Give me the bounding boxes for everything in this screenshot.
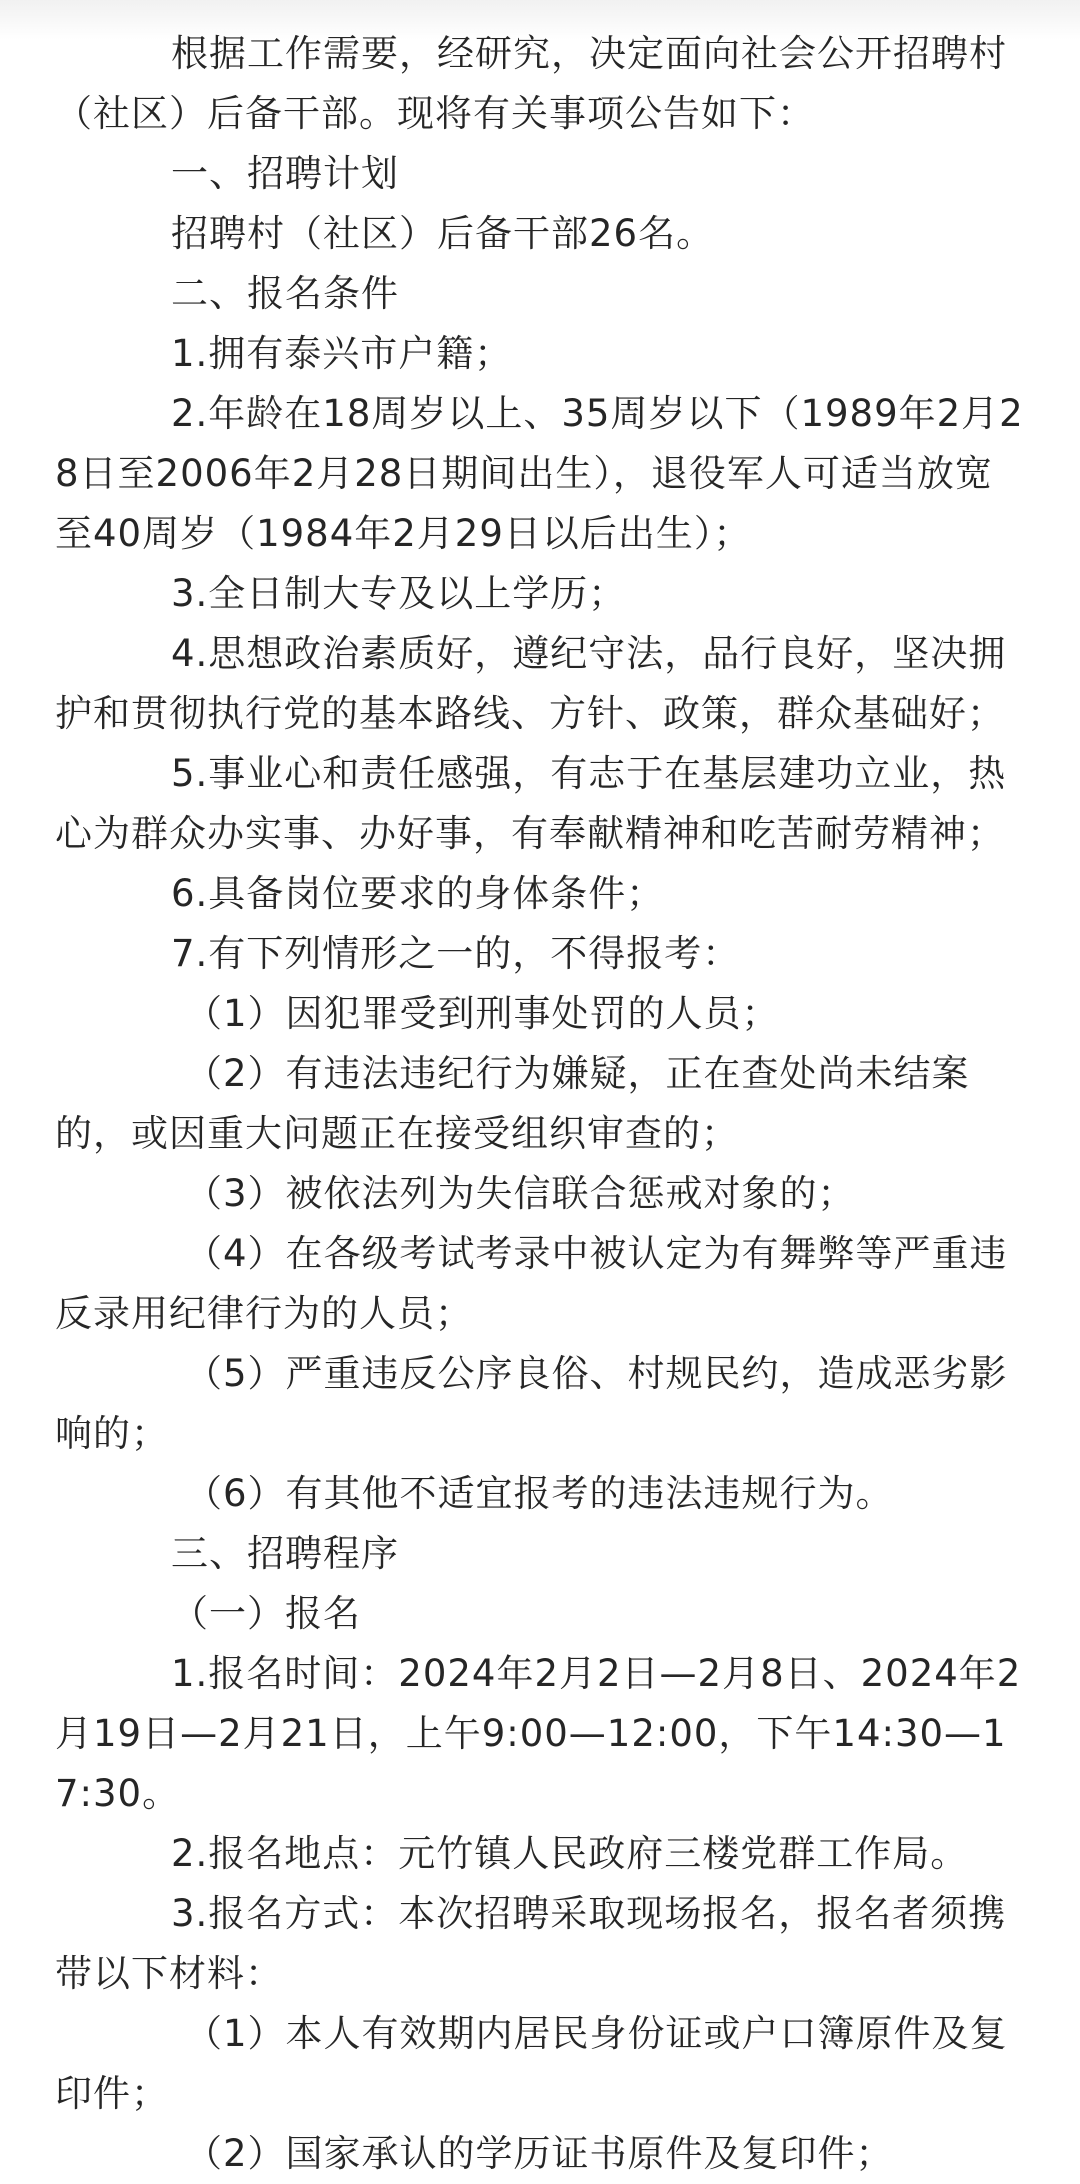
article-paragraph: 一、招聘计划 [171, 152, 399, 195]
article-paragraph: 1.报名时间：2024年2月2日—2月8日、2024年2月19日—2月21日，上午9:00—12:00，下午14:30—17:30。 [55, 1652, 1022, 1815]
article-body [55, 24, 1030, 2184]
article-paragraph: 三、招聘程序 [171, 1532, 399, 1575]
article-paragraph: 1.拥有泰兴市户籍； [171, 332, 513, 375]
article-paragraph: （一）报名 [171, 1592, 361, 1635]
article-paragraph: 7.有下列情形之一的，不得报考： [171, 932, 741, 975]
article-paragraph: 根据工作需要，经研究，决定面向社会公开招聘村（社区）后备干部。现将有关事项公告如下： [55, 32, 1007, 135]
article-paragraph: （6）有其他不适宜报考的违法违规行为。 [185, 1472, 894, 1515]
article-paragraph: 2.报名地点：元竹镇人民政府三楼党群工作局。 [171, 1832, 969, 1875]
article-paragraph: 3.全日制大专及以上学历； [171, 572, 627, 615]
article-paragraph: 6.具备岗位要求的身体条件； [171, 872, 665, 915]
article-paragraph: （1）本人有效期内居民身份证或户口簿原件及复印件； [55, 2012, 1008, 2115]
article-paragraph: （4）在各级考试考录中被认定为有舞弊等严重违反录用纪律行为的人员； [55, 1232, 1008, 1335]
article-paragraph: 二、报名条件 [171, 272, 399, 315]
article-paragraph: 招聘村（社区）后备干部26名。 [171, 212, 715, 255]
article-paragraph: （2）国家承认的学历证书原件及复印件； [185, 2132, 894, 2175]
article-paragraph: 4.思想政治素质好，遵纪守法，品行良好，坚决拥护和贯彻执行党的基本路线、方针、政策，群众基础好； [55, 632, 1007, 735]
article-paragraph: 5.事业心和责任感强，有志于在基层建功立业，热心为群众办实事、办好事，有奉献精神和吃苦耐劳精神； [55, 752, 1007, 855]
article-paragraph: （2）有违法违纪行为嫌疑，正在查处尚未结案的，或因重大问题正在接受组织审查的； [55, 1052, 970, 1155]
article-paragraph: （5）严重违反公序良俗、村规民约，造成恶劣影响的； [55, 1352, 1008, 1455]
article-paragraph: 2.年龄在18周岁以上、35周岁以下（1989年2月28日至2006年2月28日期间出生），退役军人可适当放宽至40周岁（1984年2月29日以后出生）； [55, 392, 1024, 555]
article-paragraph: 3.报名方式：本次招聘采取现场报名，报名者须携带以下材料： [55, 1892, 1007, 1995]
article-paragraph: （3）被依法列为失信联合惩戒对象的； [185, 1172, 856, 1215]
article-paragraph: （1）因犯罪受到刑事处罚的人员； [185, 992, 780, 1035]
